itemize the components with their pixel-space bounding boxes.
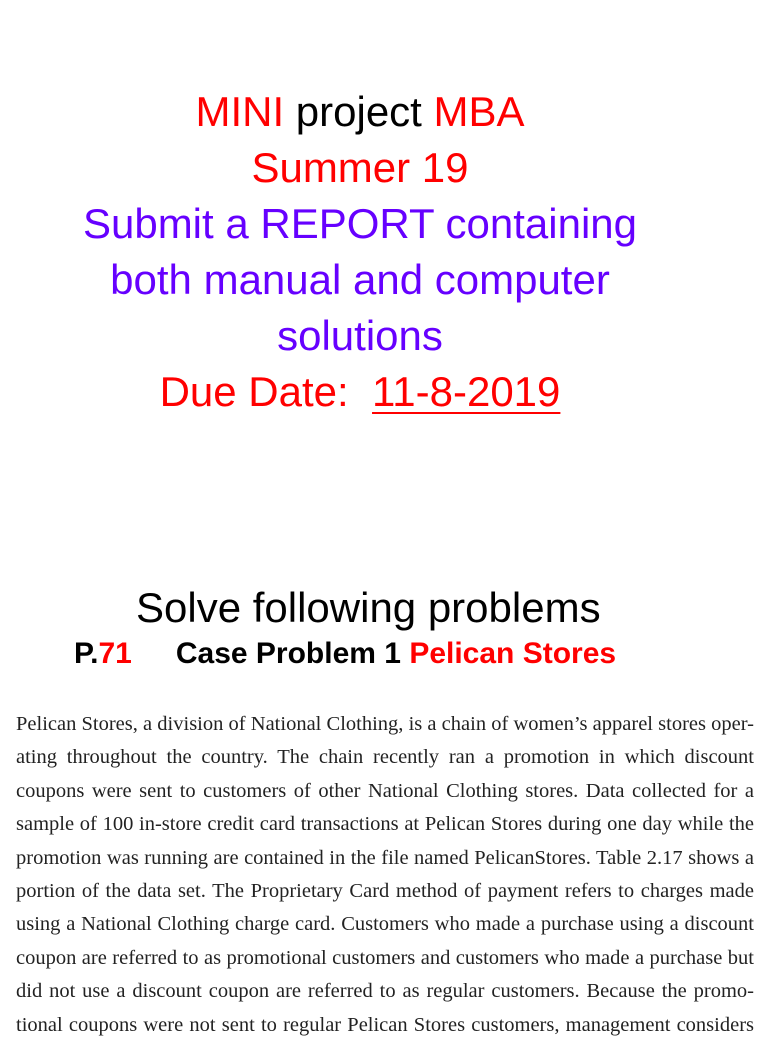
- excerpt-line: portion of the data set. The Proprietary Card method of payment refers to charges made: [16, 879, 754, 902]
- slide-title-block: [0, 84, 720, 420]
- title-line: [0, 84, 720, 140]
- title-mba: MBA: [433, 88, 525, 135]
- instruction-line-1: Submit a REPORT containing: [82, 200, 638, 247]
- excerpt-line: did not use a discount coupon are referred to as regular customers. Because the promo-: [16, 980, 754, 1003]
- due-date-value: 11-8-2019: [372, 368, 561, 415]
- excerpt-line: Pelican Stores, a division of National Clothing, is a chain of women’s apparel stores oper-: [16, 713, 754, 735]
- page-prefix: P.: [74, 637, 99, 670]
- case-label: Case Problem 1: [175, 637, 401, 670]
- section-subtitle: Solve following problems: [136, 584, 601, 631]
- page-number: 71: [98, 637, 132, 670]
- title-mini: MINI: [195, 88, 285, 135]
- instruction-line-3: solutions: [277, 312, 443, 359]
- excerpt-line: ating throughout the country. The chain recently ran a promotion in which discount: [16, 746, 754, 769]
- term-line: Summer 19: [251, 144, 469, 191]
- textbook-excerpt: [16, 708, 754, 1042]
- due-date-line: [0, 364, 720, 420]
- instruction-line-2: both manual and computer: [110, 256, 610, 303]
- excerpt-line: sample of 100 in-store credit card transactions at Pelican Stores during one day while the: [16, 813, 754, 836]
- excerpt-line: coupons were sent to customers of other National Clothing stores. Data collected for a: [16, 779, 754, 802]
- excerpt-line: coupon are referred to as promotional customers and customers who made a purchase but: [16, 946, 754, 969]
- case-problem-heading: [74, 634, 616, 674]
- excerpt-line: tional coupons were not sent to regular Pelican Stores customers, management considers: [16, 1013, 754, 1036]
- excerpt-line: promotion was running are contained in the file named PelicanStores. Table 2.17 shows a: [16, 846, 754, 869]
- title-project: project: [284, 88, 434, 135]
- due-date-label: Due Date:: [159, 368, 373, 415]
- case-name: Pelican Stores: [409, 637, 617, 670]
- excerpt-line: using a National Clothing charge card. Customers who made a purchase using a discount: [16, 913, 754, 936]
